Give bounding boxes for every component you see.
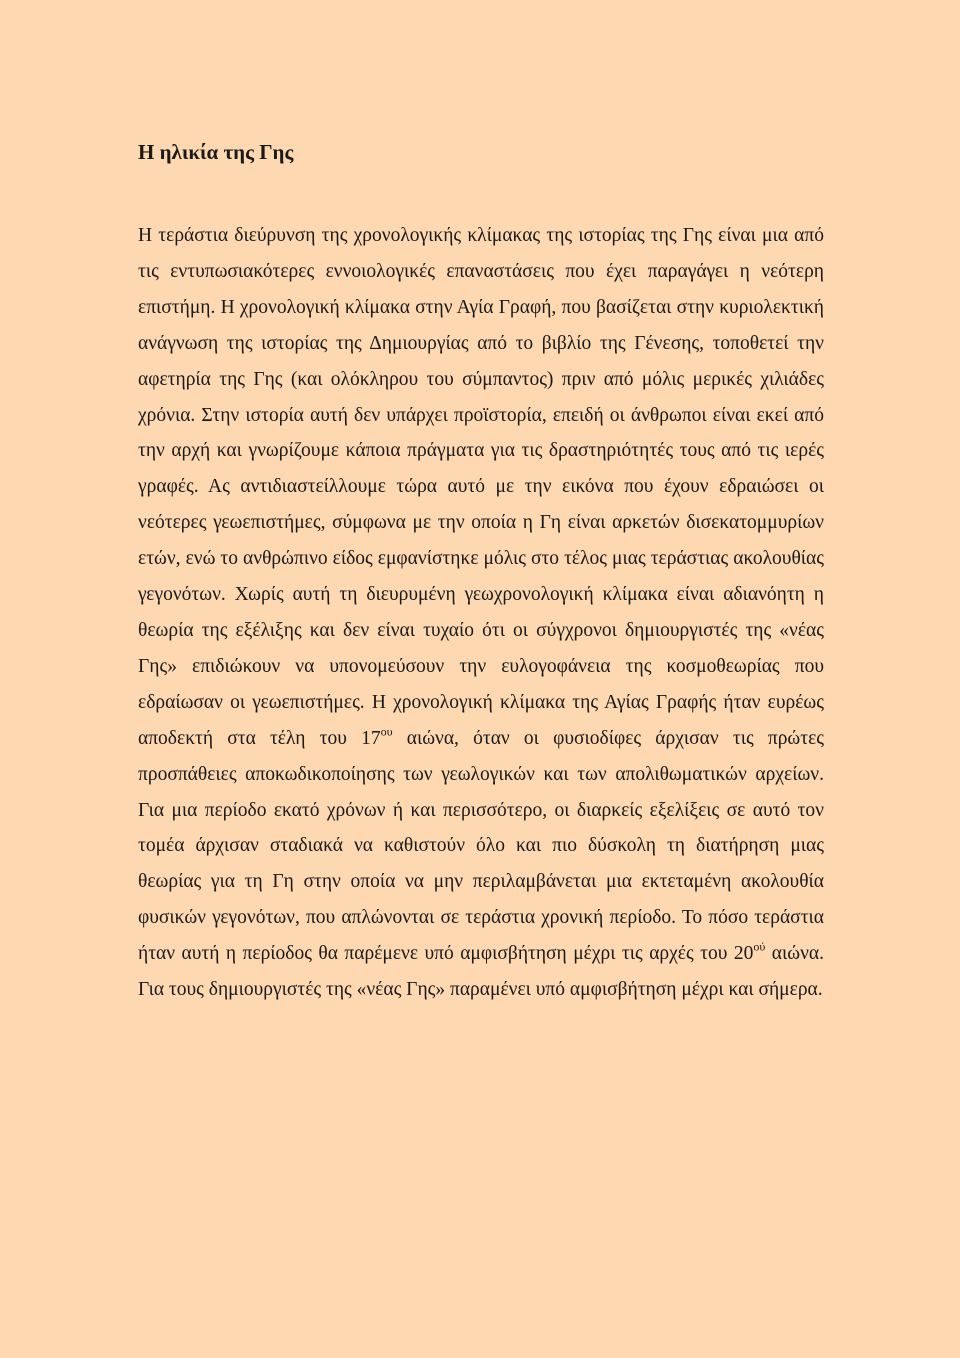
- paragraph-text-part-1: Η τεράστια διεύρυνση της χρονολογικής κλίμακας της ιστορίας της Γης είναι μια από τις εντυπωσιακότερες εννοιολογικές επαναστάσεις που έχει παραγάγει η νεότερη επιστήμη. Η χρονολογική κλίμακα στην Αγία Γραφή, που βασίζεται στην κυριολεκτική ανάγνωση της ιστορίας της Δημιουργίας από το βιβλίο της Γένεσης, τοποθετεί την αφετηρία της Γης (και ολόκληρου του σύμπαντος) πριν από μόλις μερικές χιλιάδες χρόνια. Στην ιστορία αυτή δεν υπάρχει προϊστορία, επειδή οι άνθρωποι είναι εκεί από την αρχή και γνωρίζουμε κάποια πράγματα για τις δραστηριότητές τους από τις ιερές γραφές. Ας αντιδιαστείλλουμε τώρα αυτό με την εικόνα που έχουν εδραιώσει οι νεότερες γεωεπιστήμες, σύμφωνα με την οποία η Γη είναι αρκετών δισεκατομμυρίων ετών, ενώ το ανθρώπινο είδος εμφανίστηκε μόλις στο τέλος μιας τεράστιας ακολουθίας γεγονότων. Χωρίς αυτή τη διευρυμένη γεωχρονολογική κλίμακα είναι αδιανόητη η θεωρία της εξέλιξης και δεν είναι τυχαίο ότι οι σύγχρονοι δημιουργιστές της «νέας Γης» επιδιώκουν να υπονομεύσουν την ευλογοφάνεια της κοσμοθεωρίας που εδραίωσαν οι γεωεπιστήμες. Η χρονολογική κλίμακα της Αγίας Γραφής ήταν ευρέως αποδεκτή στα τέλη του 17: [138, 225, 824, 749]
- century-ordinal-suffix-17th: ου: [380, 724, 393, 739]
- paragraph-text-part-3: αιώνα. Για τους δημιουργιστές της «νέας Γης» παραμένει υπό αμφισβήτηση μέχρι και σήμερα.: [138, 943, 824, 1001]
- document-title: Η ηλικία της Γης: [138, 140, 294, 164]
- body-paragraph: [138, 218, 824, 1008]
- century-ordinal-suffix-20th: ού: [753, 939, 766, 954]
- paragraph-text-part-2: αιώνα, όταν οι φυσιοδίφες άρχισαν τις πρώτες προσπάθειες αποκωδικοποίησης των γεωλογικών και των απολιθωματικών αρχείων. Για μια περίοδο εκατό χρόνων ή και περισσότερο, οι διαρκείς εξελίξεις σε αυτό τον τομέα άρχισαν σταδιακά να καθιστούν όλο και πιο δύσκολη τη διατήρηση μιας θεωρίας για τη Γη στην οποία να μην περιλαμβάνεται μια εκτεταμένη ακολουθία φυσικών γεγονότων, που απλώνονται σε τεράστια χρονική περίοδο. Το πόσο τεράστια ήταν αυτή η περίοδος θα παρέμενε υπό αμφισβήτηση μέχρι τις αρχές του 20: [138, 727, 825, 965]
